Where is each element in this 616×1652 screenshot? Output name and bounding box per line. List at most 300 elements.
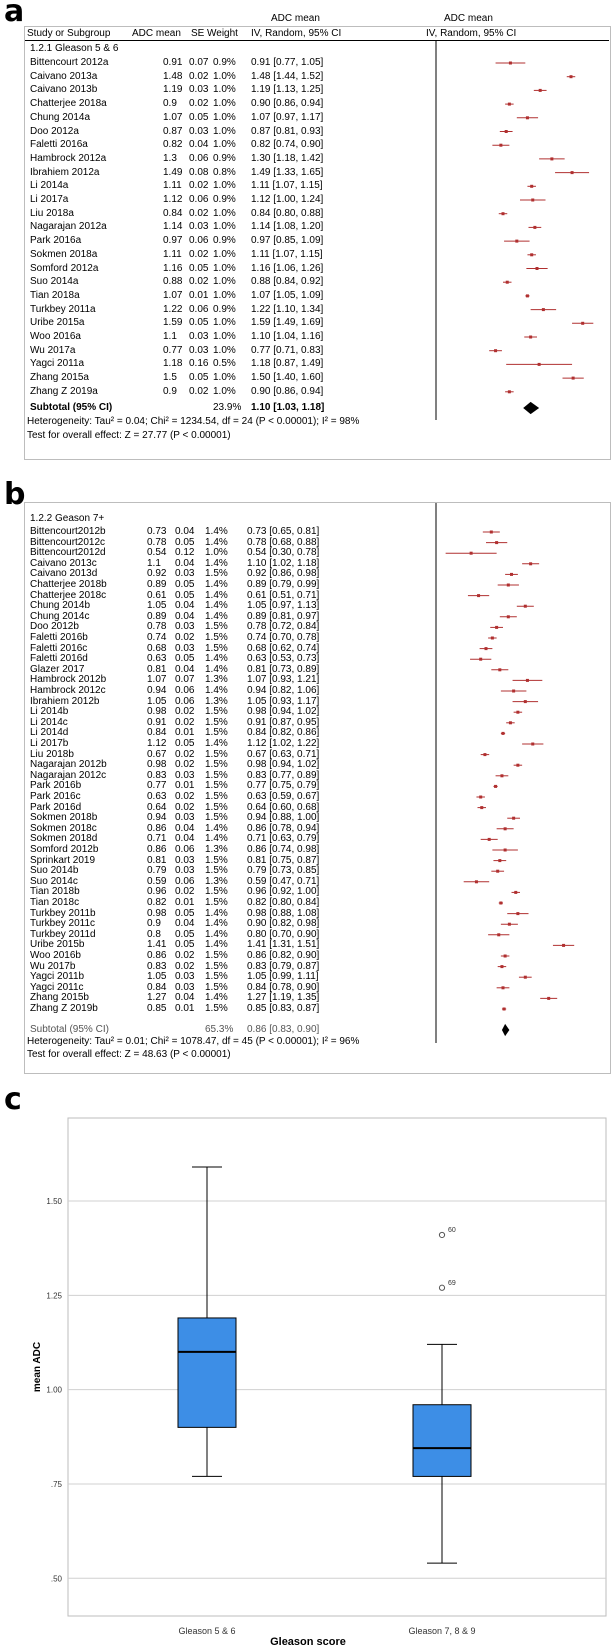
study-weight: 1.0% — [213, 331, 236, 342]
study-name: Nagarajan 2012c — [30, 769, 107, 781]
study-weight: 1.0% — [213, 139, 236, 151]
study-name: Liu 2018a — [30, 207, 74, 219]
study-se: 0.05 — [175, 653, 195, 665]
study-se: 0.04 — [175, 663, 195, 675]
study-weight: 1.0% — [213, 344, 236, 356]
point-estimate — [485, 647, 488, 650]
study-name: Turkbey 2011b — [30, 907, 96, 919]
study-ci: 0.90 [0.86, 0.94] — [251, 98, 324, 110]
study-name: Li 2014b — [30, 706, 69, 718]
study-ci: 0.84 [0.80, 0.88] — [251, 207, 324, 219]
study-se: 0.04 — [175, 600, 195, 612]
study-name: Yagci 2011a — [30, 358, 85, 370]
study-mean: 1.1 — [147, 557, 161, 569]
study-weight: 1.5% — [205, 759, 228, 771]
point-estimate — [499, 902, 502, 905]
study-name: Park 2016c — [30, 791, 81, 802]
study-mean: 0.83 — [147, 960, 167, 972]
study-mean: 0.89 — [147, 579, 167, 590]
study-weight: 1.0% — [213, 221, 236, 233]
forest-a-header-plot-bottom: IV, Random, 95% CI — [426, 28, 517, 39]
point-estimate — [498, 859, 501, 862]
study-ci: 0.84 [0.78, 0.90] — [247, 981, 320, 993]
study-name: Sprinkart 2019 — [30, 854, 96, 866]
point-estimate — [504, 827, 507, 830]
study-name: Turkbey 2011a — [30, 303, 96, 315]
study-name: Faletti 2016d — [30, 653, 88, 665]
point-estimate — [516, 764, 519, 767]
point-estimate — [504, 955, 507, 958]
study-ci: 0.96 [0.92, 1.00] — [247, 886, 320, 898]
study-se: 0.01 — [175, 897, 195, 908]
study-se: 0.04 — [175, 833, 195, 845]
study-ci: 0.77 [0.71, 0.83] — [251, 344, 324, 356]
study-name: Faletti 2016b — [30, 632, 88, 643]
study-name: Sokmen 2018c — [30, 822, 97, 834]
panel-b-letter: b — [4, 477, 26, 512]
study-se: 0.05 — [189, 317, 209, 329]
study-mean: 0.9 — [147, 918, 161, 930]
study-mean: 0.81 — [147, 854, 167, 866]
study-ci: 0.87 [0.81, 0.93] — [251, 125, 324, 137]
study-ci: 0.77 [0.75, 0.79] — [247, 780, 320, 792]
study-mean: 0.87 — [163, 125, 183, 137]
study-ci: 1.22 [1.10, 1.34] — [251, 303, 324, 315]
study-name: Nagarajan 2012b — [30, 759, 107, 771]
study-mean: 1.1 — [163, 331, 177, 342]
study-name: Somford 2012a — [30, 262, 99, 274]
point-estimate — [497, 933, 500, 936]
study-se: 0.05 — [175, 907, 195, 919]
study-mean: 0.96 — [147, 886, 167, 898]
study-name: Chatterjee 2018a — [30, 98, 107, 110]
outlier-label: 60 — [448, 1226, 456, 1234]
point-estimate — [506, 281, 509, 284]
study-mean: 0.77 — [163, 344, 183, 356]
study-mean: 1.49 — [163, 166, 183, 178]
study-name: Ibrahiem 2012a — [30, 166, 100, 178]
study-mean: 1.05 — [147, 600, 167, 612]
study-weight: 1.4% — [205, 928, 228, 940]
study-mean: 1.27 — [147, 992, 167, 1004]
study-ci: 0.81 [0.73, 0.89] — [247, 663, 320, 675]
subtotal-diamond — [502, 1024, 509, 1036]
study-weight: 1.0% — [213, 385, 236, 397]
study-se: 0.02 — [175, 716, 195, 728]
study-name: Turkbey 2011d — [30, 928, 96, 940]
study-weight: 1.5% — [205, 748, 228, 760]
study-weight: 1.5% — [205, 716, 228, 728]
study-ci: 1.10 [1.02, 1.18] — [247, 557, 320, 569]
study-se: 0.04 — [175, 918, 195, 930]
study-ci: 0.73 [0.65, 0.81] — [247, 526, 320, 537]
study-name: Faletti 2016a — [30, 139, 88, 151]
study-se: 0.03 — [175, 971, 195, 983]
study-weight: 1.5% — [205, 769, 228, 781]
point-estimate — [503, 1008, 506, 1011]
study-mean: 0.63 — [147, 653, 167, 665]
study-name: Zhang 2015b — [30, 992, 89, 1004]
study-ci: 1.14 [1.08, 1.20] — [251, 221, 324, 233]
point-estimate — [490, 531, 493, 534]
study-mean: 0.83 — [147, 769, 167, 781]
study-mean: 0.91 — [147, 716, 167, 728]
point-estimate — [562, 944, 565, 947]
study-name: Chatterjee 2018b — [30, 579, 107, 590]
point-estimate — [509, 62, 512, 65]
study-se: 0.16 — [189, 358, 209, 370]
study-name: Yagci 2011c — [30, 981, 84, 993]
study-ci: 0.89 [0.81, 0.97] — [247, 610, 320, 622]
y-axis-title: mean ADC — [32, 1341, 43, 1393]
study-ci: 1.10 [1.04, 1.16] — [251, 331, 324, 342]
study-weight: 1.4% — [205, 738, 228, 749]
study-name: Sokmen 2018a — [30, 248, 98, 260]
study-mean: 0.88 — [163, 276, 183, 288]
study-ci: 0.63 [0.53, 0.73] — [247, 653, 320, 665]
study-ci: 1.18 [0.87, 1.49] — [251, 358, 324, 370]
point-estimate — [479, 658, 482, 661]
study-weight: 1.5% — [205, 727, 228, 739]
study-name: Zhang Z 2019a — [30, 385, 98, 397]
study-weight: 1.4% — [205, 907, 228, 919]
study-se: 0.02 — [175, 960, 195, 972]
study-mean: 0.9 — [163, 385, 177, 397]
study-name: Park 2016a — [30, 235, 82, 247]
study-mean: 0.71 — [147, 833, 167, 845]
study-weight: 1.0% — [213, 180, 236, 192]
study-mean: 0.64 — [147, 801, 167, 813]
study-ci: 0.78 [0.72, 0.84] — [247, 621, 320, 633]
study-weight: 1.4% — [205, 833, 228, 845]
study-se: 0.03 — [175, 621, 195, 633]
study-weight: 1.5% — [205, 812, 228, 824]
study-weight: 1.0% — [213, 111, 236, 123]
study-ci: 1.50 [1.40, 1.60] — [251, 372, 324, 384]
forest-a-subtotal-ci: 1.10 [1.03, 1.18] — [251, 402, 325, 413]
point-estimate — [507, 615, 510, 618]
study-ci: 1.07 [1.05, 1.09] — [251, 289, 324, 301]
point-estimate — [509, 721, 512, 724]
study-mean: 0.79 — [147, 865, 167, 877]
study-weight: 1.0% — [213, 248, 236, 260]
study-weight: 1.5% — [205, 791, 228, 802]
study-weight: 1.0% — [213, 125, 236, 137]
study-mean: 0.74 — [147, 632, 167, 643]
study-se: 0.05 — [175, 738, 195, 749]
point-estimate — [529, 562, 532, 565]
point-estimate — [524, 976, 527, 979]
point-estimate — [524, 605, 527, 608]
study-weight: 1.4% — [205, 589, 228, 601]
study-se: 0.03 — [175, 769, 195, 781]
study-mean: 0.98 — [147, 759, 167, 771]
study-weight: 1.0% — [213, 289, 236, 301]
forest-a-overall-effect: Test for overall effect: Z = 27.77 (P < 0.00001) — [27, 430, 231, 441]
study-ci: 0.54 [0.30, 0.78] — [247, 547, 320, 559]
point-estimate — [526, 116, 529, 119]
study-weight: 1.0% — [213, 262, 236, 274]
study-se: 0.06 — [175, 695, 195, 707]
study-mean: 0.67 — [147, 748, 167, 760]
study-se: 0.02 — [175, 759, 195, 771]
study-ci: 1.19 [1.13, 1.25] — [251, 84, 324, 96]
study-mean: 0.61 — [147, 589, 167, 601]
study-mean: 1.14 — [163, 221, 183, 233]
forest-a-subtotal-weight: 23.9% — [213, 402, 242, 413]
study-weight: 1.4% — [205, 918, 228, 930]
study-name: Hambrock 2012b — [30, 674, 107, 686]
study-weight: 1.5% — [205, 642, 228, 654]
study-weight: 1.4% — [205, 822, 228, 834]
study-ci: 0.63 [0.59, 0.67] — [247, 791, 320, 802]
study-name: Hambrock 2012c — [30, 685, 106, 696]
study-weight: 1.5% — [205, 780, 228, 792]
study-se: 0.05 — [189, 111, 209, 123]
study-name: Caivano 2013c — [30, 557, 97, 569]
study-se: 0.03 — [175, 812, 195, 824]
study-ci: 1.07 [0.97, 1.17] — [251, 111, 324, 123]
forest-b-subgroup-title: 1.2.2 Geason 7+ — [30, 513, 105, 524]
study-mean: 1.18 — [163, 358, 183, 370]
study-weight: 0.9% — [213, 235, 236, 247]
point-estimate — [530, 253, 533, 256]
study-se: 0.03 — [175, 981, 195, 993]
study-mean: 0.86 — [147, 950, 167, 961]
study-mean: 0.84 — [147, 981, 167, 993]
forest-a-heterogeneity: Heterogeneity: Tau² = 0.04; Chi² = 1234.54, df = 24 (P < 0.00001); I² = 98% — [27, 416, 360, 427]
study-name: Yagci 2011b — [30, 971, 85, 983]
point-estimate — [500, 965, 503, 968]
study-se: 0.03 — [189, 344, 209, 356]
study-ci: 0.94 [0.82, 1.06] — [247, 685, 320, 696]
study-name: Chung 2014a — [30, 111, 91, 123]
study-name: Caivano 2013b — [30, 84, 98, 96]
study-se: 0.06 — [189, 194, 209, 205]
point-estimate — [512, 690, 515, 693]
study-weight: 1.0% — [213, 372, 236, 384]
point-estimate — [536, 267, 539, 270]
study-mean: 0.54 — [147, 547, 167, 559]
study-name: Suo 2014a — [30, 276, 79, 288]
point-estimate — [533, 226, 536, 229]
point-estimate — [508, 103, 511, 106]
point-estimate — [516, 912, 519, 915]
study-se: 0.03 — [175, 854, 195, 866]
study-name: Li 2017a — [30, 194, 69, 205]
study-name: Li 2014a — [30, 180, 69, 192]
forest-a-header-weight: Weight — [207, 28, 238, 39]
study-mean: 0.8 — [147, 928, 161, 940]
study-se: 0.04 — [175, 992, 195, 1004]
boxplot-x-title: Gleason score — [270, 1636, 346, 1648]
study-weight: 1.5% — [205, 960, 228, 972]
study-ci: 0.90 [0.82, 0.98] — [247, 918, 320, 930]
study-name: Sokmen 2018d — [30, 833, 98, 845]
study-se: 0.02 — [175, 950, 195, 961]
study-se: 0.02 — [189, 207, 209, 219]
forest-b-plot — [435, 503, 605, 1043]
study-name: Zhang Z 2019b — [30, 1003, 98, 1014]
study-se: 0.03 — [189, 84, 209, 96]
study-mean: 0.98 — [147, 706, 167, 718]
point-estimate — [500, 774, 503, 777]
study-name: Ibrahiem 2012b — [30, 695, 100, 707]
study-ci: 0.98 [0.88, 1.08] — [247, 907, 320, 919]
study-se: 0.02 — [175, 791, 195, 802]
boxplot-c — [0, 1110, 616, 1652]
point-estimate — [570, 75, 573, 78]
study-name: Woo 2016a — [30, 331, 81, 342]
study-ci: 0.79 [0.73, 0.85] — [247, 865, 320, 877]
study-name: Park 2016b — [30, 780, 82, 792]
study-ci: 1.30 [1.18, 1.42] — [251, 152, 324, 164]
study-weight: 1.0% — [213, 276, 236, 288]
study-mean: 1.12 — [163, 194, 183, 205]
study-se: 0.05 — [189, 262, 209, 274]
forest-a-plot — [435, 40, 605, 420]
study-mean: 1.05 — [147, 695, 167, 707]
study-mean: 1.48 — [163, 70, 183, 82]
study-ci: 0.91 [0.77, 1.05] — [251, 57, 324, 68]
point-estimate — [550, 157, 553, 160]
study-name: Chatterjee 2018c — [30, 589, 107, 601]
point-estimate — [479, 796, 482, 799]
point-estimate — [514, 891, 517, 894]
point-estimate — [505, 130, 508, 133]
study-mean: 1.3 — [163, 152, 177, 164]
study-weight: 1.4% — [205, 600, 228, 612]
study-name: Caivano 2013d — [30, 568, 98, 580]
study-name: Doo 2012b — [30, 621, 79, 633]
study-name: Suo 2014c — [30, 875, 78, 887]
study-mean: 0.68 — [147, 642, 167, 654]
study-mean: 1.05 — [147, 971, 167, 983]
study-weight: 0.9% — [213, 303, 236, 315]
study-se: 0.05 — [189, 372, 209, 384]
study-weight: 1.5% — [205, 865, 228, 877]
study-se: 0.05 — [175, 536, 195, 548]
study-ci: 0.78 [0.68, 0.88] — [247, 536, 320, 548]
study-mean: 0.63 — [147, 791, 167, 802]
study-name: Tian 2018c — [30, 897, 80, 908]
point-estimate — [496, 870, 499, 873]
point-estimate — [488, 838, 491, 841]
study-name: Li 2017b — [30, 738, 69, 749]
study-weight: 1.5% — [205, 632, 228, 643]
study-mean: 0.85 — [147, 1003, 167, 1014]
point-estimate — [494, 785, 497, 788]
point-estimate — [495, 541, 498, 544]
y-tick-label: 1.00 — [46, 1385, 62, 1395]
study-weight: 1.3% — [205, 844, 228, 855]
point-estimate — [524, 700, 527, 703]
study-se: 0.05 — [175, 928, 195, 940]
study-weight: 0.5% — [213, 358, 236, 370]
study-mean: 0.81 — [147, 663, 167, 675]
study-ci: 1.16 [1.06, 1.26] — [251, 262, 324, 274]
point-estimate — [494, 349, 497, 352]
study-weight: 1.5% — [205, 706, 228, 718]
study-se: 0.01 — [175, 780, 195, 792]
forest-b-heterogeneity: Heterogeneity: Tau² = 0.01; Chi² = 1078.47, df = 45 (P < 0.00001); I² = 96% — [27, 1036, 360, 1047]
study-se: 0.06 — [189, 303, 209, 315]
point-estimate — [495, 626, 498, 629]
study-weight: 1.5% — [205, 801, 228, 813]
study-mean: 1.11 — [163, 180, 182, 192]
study-ci: 0.86 [0.74, 0.98] — [247, 844, 320, 855]
study-weight: 1.4% — [205, 939, 228, 951]
study-mean: 0.77 — [147, 780, 167, 792]
forest-a-header-ci-bottom: IV, Random, 95% CI — [251, 28, 342, 39]
outlier-point — [439, 1285, 444, 1290]
study-name: Chung 2014c — [30, 610, 90, 622]
y-tick-label: .50 — [50, 1574, 62, 1584]
study-weight: 1.3% — [205, 674, 228, 686]
point-estimate — [508, 923, 511, 926]
study-name: Li 2014d — [30, 727, 69, 739]
study-ci: 0.89 [0.79, 0.99] — [247, 579, 320, 590]
study-weight: 1.5% — [205, 568, 228, 580]
study-ci: 0.64 [0.60, 0.68] — [247, 801, 320, 813]
study-name: Somford 2012b — [30, 844, 99, 855]
study-mean: 1.41 — [147, 939, 167, 951]
study-mean: 1.07 — [163, 289, 183, 301]
forest-b-subtotal-label: Subtotal (95% CI) — [30, 1024, 109, 1035]
study-se: 0.02 — [175, 886, 195, 898]
study-se: 0.02 — [189, 98, 209, 110]
study-mean: 1.12 — [147, 738, 167, 749]
study-ci: 1.07 [0.93, 1.21] — [247, 674, 320, 686]
study-mean: 0.91 — [163, 57, 183, 68]
study-ci: 0.84 [0.82, 0.86] — [247, 727, 320, 739]
study-mean: 1.07 — [163, 111, 183, 123]
forest-a-header-study: Study or Subgroup — [27, 28, 111, 39]
point-estimate — [515, 240, 518, 243]
point-estimate — [477, 594, 480, 597]
study-name: Sokmen 2018b — [30, 812, 98, 824]
study-se: 0.02 — [189, 70, 209, 82]
study-ci: 1.27 [1.19, 1.35] — [247, 992, 320, 1004]
study-name: Park 2016d — [30, 801, 82, 813]
study-name: Zhang 2015a — [30, 372, 89, 384]
study-se: 0.04 — [175, 526, 195, 537]
point-estimate — [502, 212, 505, 215]
study-weight: 0.9% — [213, 194, 236, 205]
study-weight: 1.4% — [205, 579, 228, 590]
point-estimate — [507, 584, 510, 587]
study-ci: 0.97 [0.85, 1.09] — [251, 235, 324, 247]
study-ci: 0.67 [0.63, 0.71] — [247, 748, 320, 760]
study-se: 0.02 — [189, 248, 209, 260]
study-mean: 1.22 — [163, 303, 183, 315]
study-ci: 0.80 [0.70, 0.90] — [247, 928, 320, 940]
study-se: 0.03 — [175, 642, 195, 654]
study-name: Uribe 2015a — [30, 317, 85, 329]
study-se: 0.08 — [189, 166, 209, 178]
study-ci: 1.11 [1.07, 1.15] — [251, 248, 323, 260]
study-ci: 0.86 [0.82, 0.90] — [247, 950, 320, 961]
study-name: Nagarajan 2012a — [30, 221, 107, 233]
study-name: Woo 2016b — [30, 950, 81, 961]
study-weight: 1.0% — [213, 98, 236, 110]
study-se: 0.07 — [189, 57, 209, 68]
y-tick-label: .75 — [50, 1479, 62, 1489]
study-ci: 0.74 [0.70, 0.78] — [247, 632, 320, 643]
x-category-label: Gleason 5 & 6 — [178, 1626, 236, 1636]
point-estimate — [538, 363, 541, 366]
study-weight: 1.0% — [205, 547, 228, 559]
